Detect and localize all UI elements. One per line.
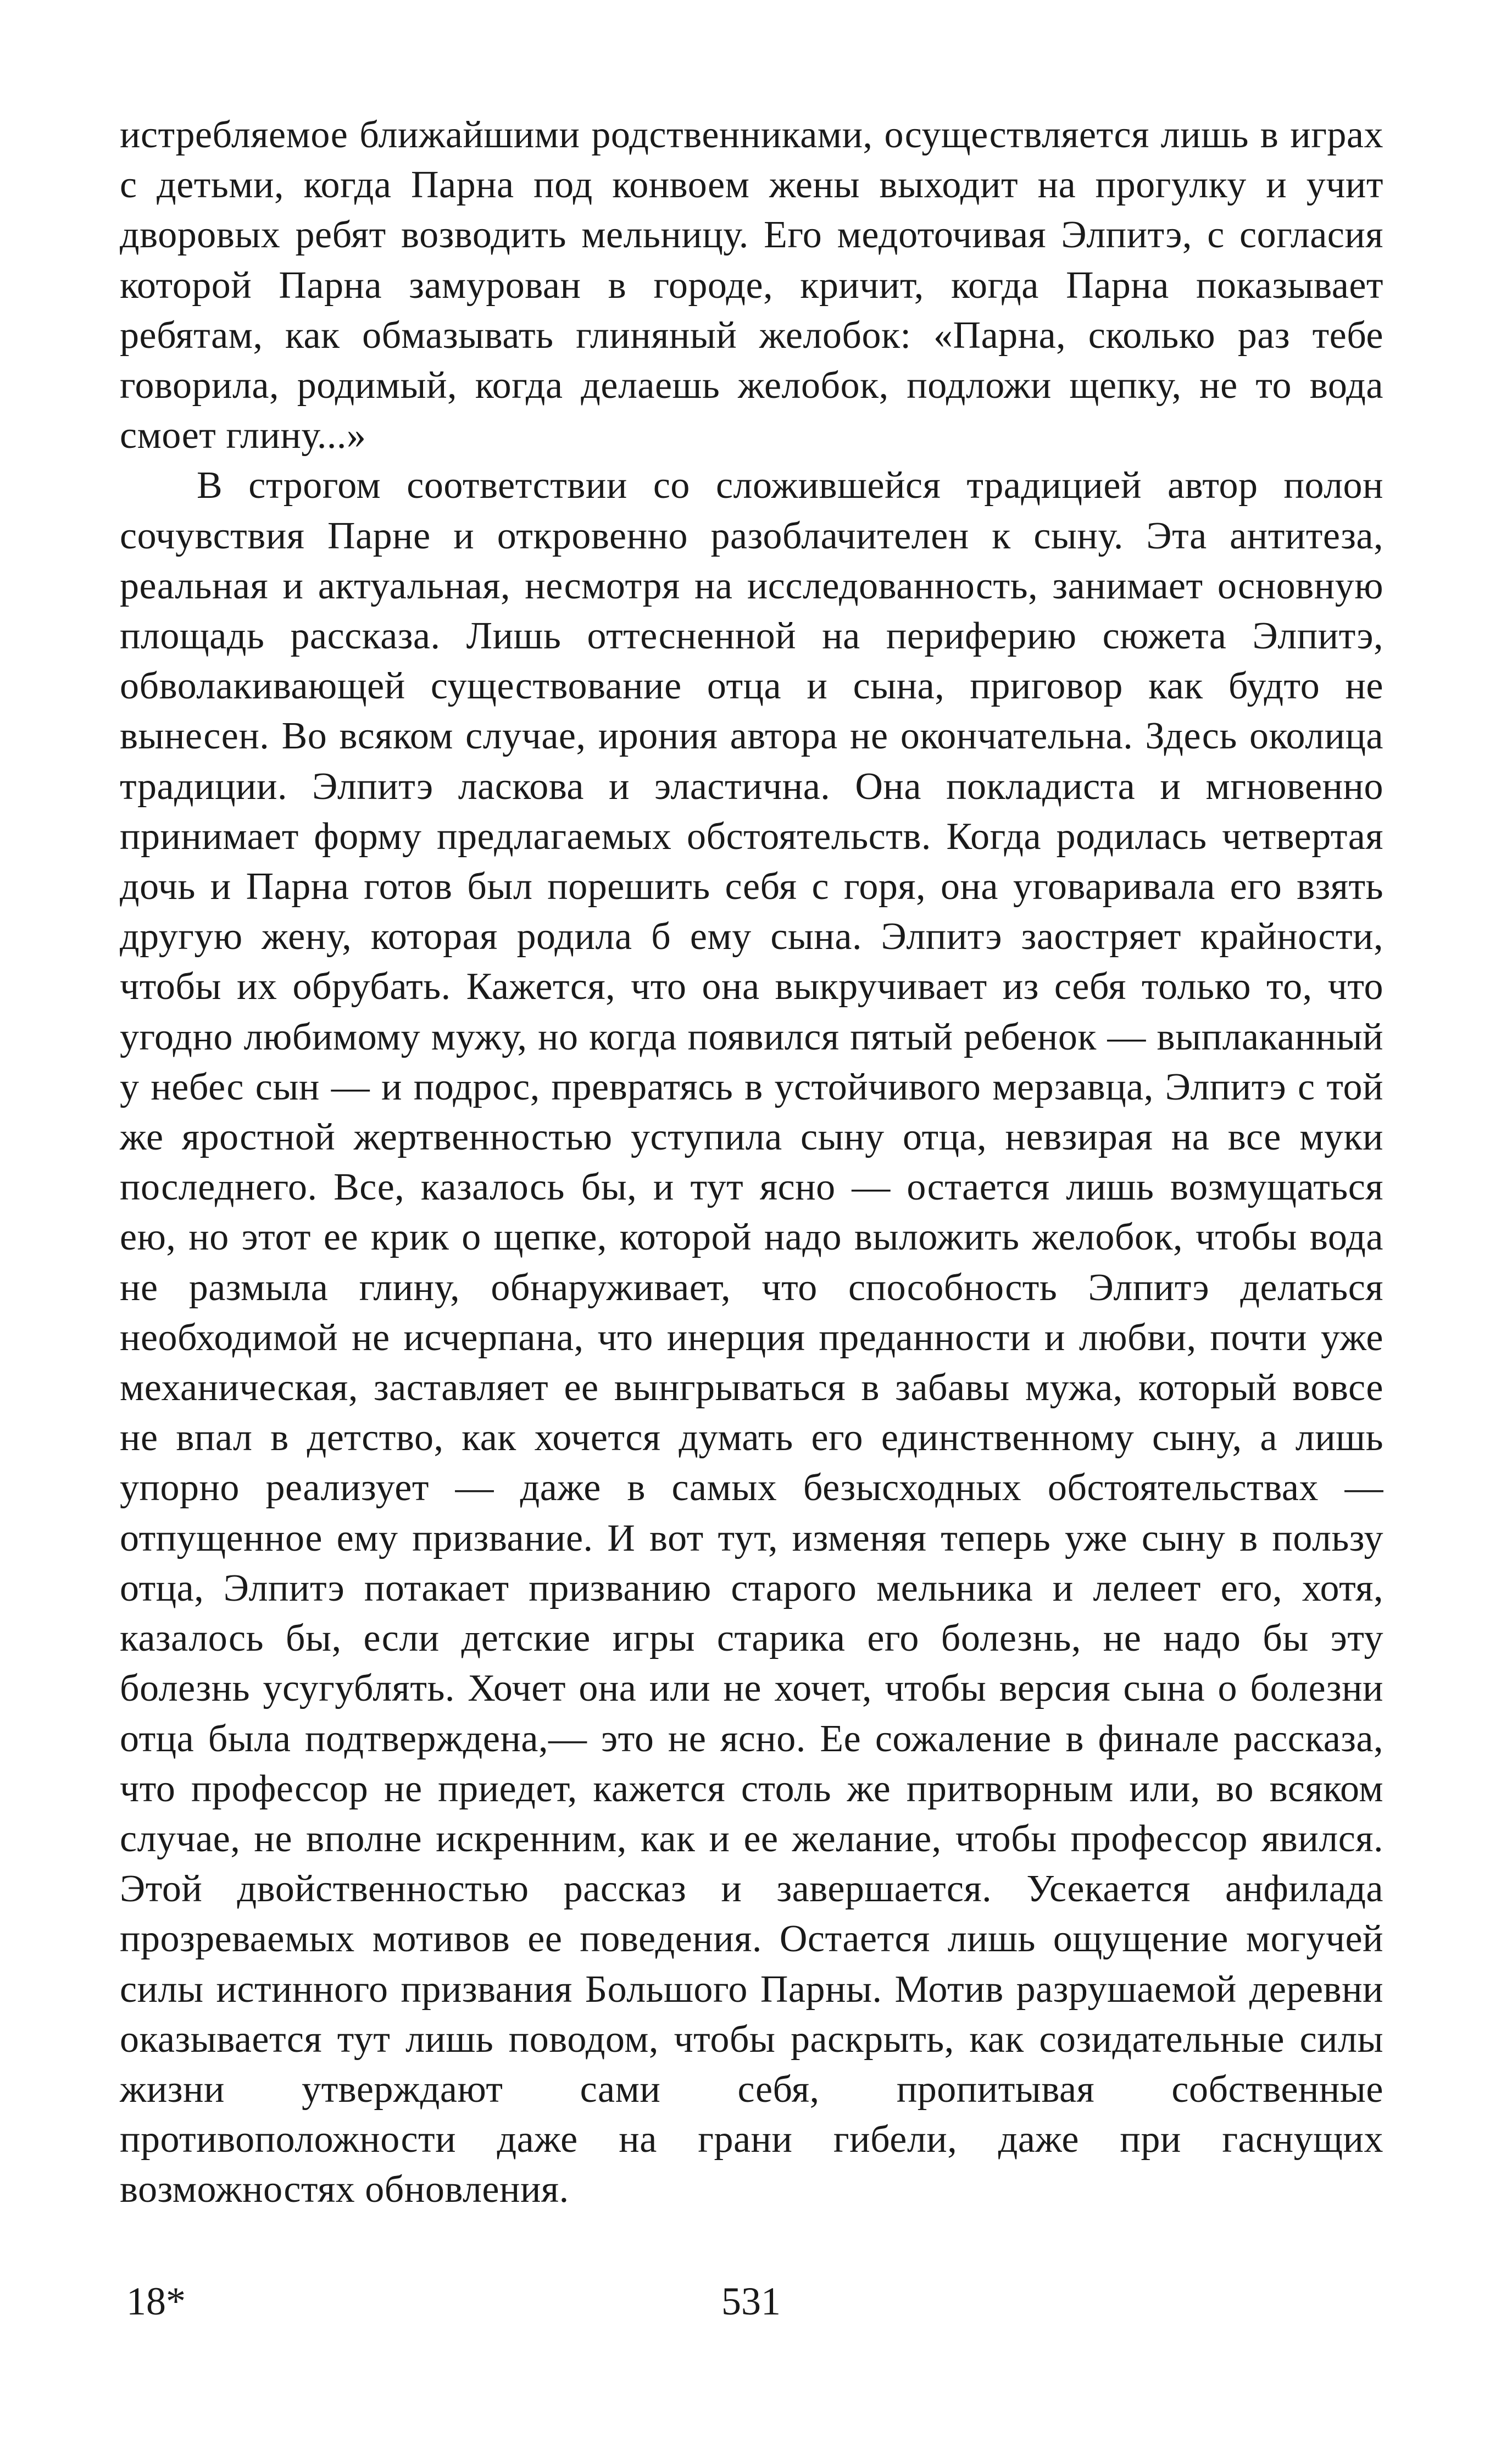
printer-signature-mark: 18* <box>126 2279 186 2323</box>
page-number: 531 <box>721 2279 781 2323</box>
paragraph-1: истребляемое ближайшими родственниками, осуществляется лишь в играх с детьми, когда Парна под конвоем жены выходит на прогулку и учит дворовых ребят возводить мельницу. Его медоточивая Элпитэ, с согласия которой Парна замурован в городе, кричит, когда Парна показывает ребятам, как обмазывать глиняный желобок: «Парна, сколько раз тебе говорила, родимый, когда делаешь желобок, подложи щепку, не то вода смоет глину...» <box>120 114 1383 457</box>
paragraph-2: В строгом соответствии со сложившейся традицией автор полон сочувствия Парне и откровенно разоблачителен к сыну. Эта антитеза, реальная и актуальная, несмотря на исследованность, занимает основную площадь рассказа. Лишь оттесненной на периферию сюжета Элпитэ, обволакивающей существование отца и сына, приговор как будто не вынесен. Во всяком случае, ирония автора не окончательна. Здесь околица традиции. Элпитэ ласкова и эластична. Она покладиста и мгновенно принимает форму предлагаемых обстоятельств. Когда родилась четвертая дочь и Парна готов был порешить себя с горя, она уговаривала его взять другую жену, которая родила б ему сына. Элпитэ заостряет крайности, чтобы их обрубать. Кажется, что она выкручивает из себя только то, что угодно любимому мужу, но когда появился пятый ребенок — выплаканный у небес сын — и подрос, превратясь в устойчивого мерзавца, Элпитэ с той же яростной жертвенностью уступила сыну отца, невзирая на все муки последнего. Все, казалось бы, и тут ясно — остается лишь возмущаться ею, но этот ее крик о щепке, которой надо выложить желобок, чтобы вода не размыла глину, обнаруживает, что способность Элпитэ делаться необходимой не исчерпана, что инерция преданности и любви, почти уже механическая, заставляет ее вынгрываться в забавы мужа, который вовсе не впал в детство, как хочется думать его единственному сыну, а лишь упорно реализует — даже в самых безысходных обстоятельствах — отпущенное ему призвание. И вот тут, изменяя теперь уже сыну в пользу отца, Элпитэ потакает призванию старого мельника и лелеет его, хотя, казалось бы, если детские игры старика его болезнь, не надо бы эту болезнь усугублять. Хочет она или не хочет, чтобы версия сына о болезни отца была подтверждена,— это не ясно. Ее сожаление в финале рассказа, что профессор не приедет, кажется столь же притворным или, во всяком случае, не вполне искренним, как и ее желание, чтобы профессор явился. Этой двойственностью рассказ и завершается. Усекается анфилада прозреваемых мотивов ее поведения. Остается лишь ощущение могучей силы истинного призвания Большого Парны. Мотив разрушаемой деревни оказывается тут лишь поводом, чтобы раскрыть, как созидательные силы жизни утверждают сами себя, пропитывая собственные противоположности даже на грани гибели, даже при гаснущих возможностях обновления. <box>120 464 1383 2211</box>
body-text <box>120 110 1383 2215</box>
page-footer <box>120 2274 1383 2329</box>
